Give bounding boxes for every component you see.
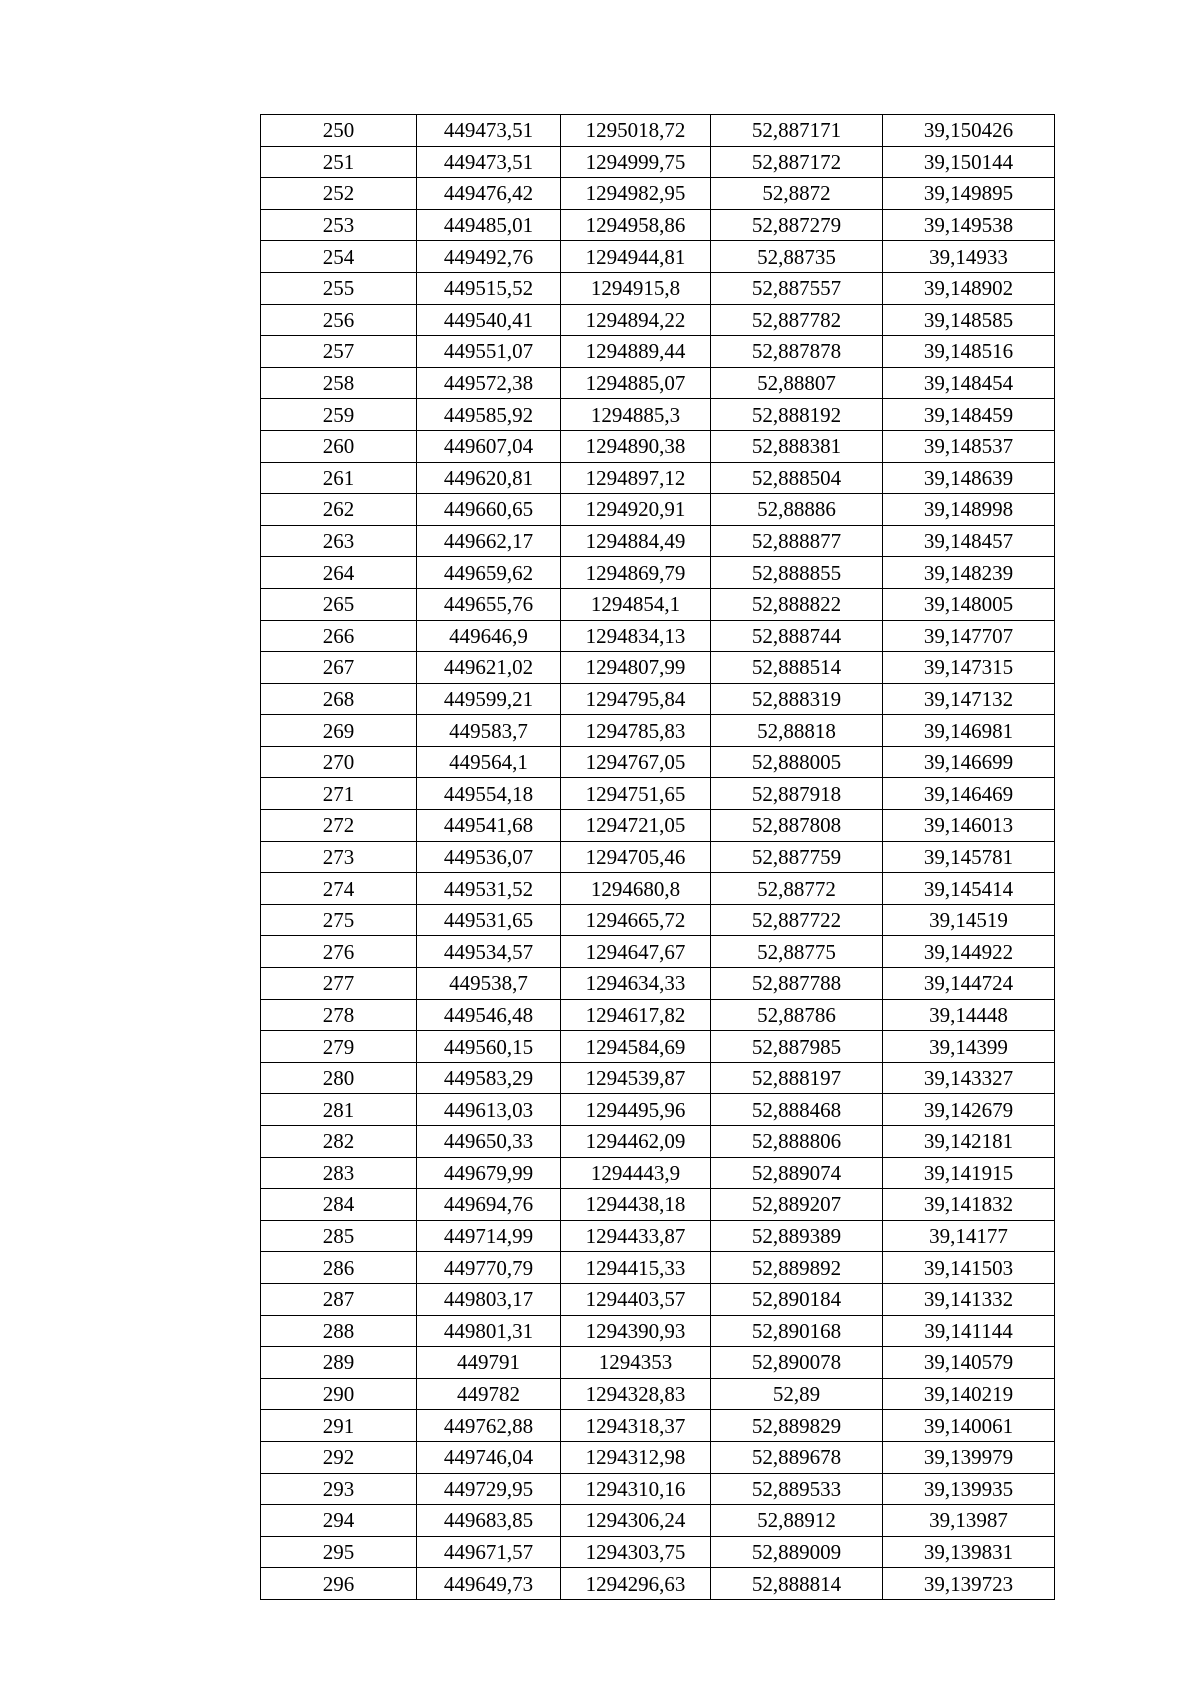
longitude-cell: 39,14933 bbox=[883, 241, 1055, 273]
table-row bbox=[261, 1252, 1055, 1284]
table-row bbox=[261, 367, 1055, 399]
point-number-cell: 287 bbox=[261, 1283, 417, 1315]
latitude-cell: 52,889678 bbox=[711, 1441, 883, 1473]
point-number-cell: 265 bbox=[261, 588, 417, 620]
latitude-cell: 52,887878 bbox=[711, 336, 883, 368]
latitude-cell: 52,889207 bbox=[711, 1189, 883, 1221]
point-number-cell: 250 bbox=[261, 115, 417, 147]
x-coordinate-cell: 449782 bbox=[417, 1378, 561, 1410]
y-coordinate-cell: 1294415,33 bbox=[561, 1252, 711, 1284]
table-row bbox=[261, 1315, 1055, 1347]
longitude-cell: 39,147132 bbox=[883, 683, 1055, 715]
point-number-cell: 264 bbox=[261, 557, 417, 589]
table-row bbox=[261, 746, 1055, 778]
x-coordinate-cell: 449607,04 bbox=[417, 430, 561, 462]
longitude-cell: 39,150144 bbox=[883, 146, 1055, 178]
x-coordinate-cell: 449621,02 bbox=[417, 652, 561, 684]
point-number-cell: 289 bbox=[261, 1347, 417, 1379]
point-number-cell: 282 bbox=[261, 1126, 417, 1158]
point-number-cell: 259 bbox=[261, 399, 417, 431]
table-row bbox=[261, 588, 1055, 620]
y-coordinate-cell: 1294999,75 bbox=[561, 146, 711, 178]
latitude-cell: 52,887172 bbox=[711, 146, 883, 178]
latitude-cell: 52,890078 bbox=[711, 1347, 883, 1379]
y-coordinate-cell: 1294915,8 bbox=[561, 272, 711, 304]
point-number-cell: 272 bbox=[261, 810, 417, 842]
y-coordinate-cell: 1294665,72 bbox=[561, 904, 711, 936]
latitude-cell: 52,88775 bbox=[711, 936, 883, 968]
latitude-cell: 52,88818 bbox=[711, 715, 883, 747]
point-number-cell: 293 bbox=[261, 1473, 417, 1505]
point-number-cell: 277 bbox=[261, 968, 417, 1000]
point-number-cell: 286 bbox=[261, 1252, 417, 1284]
x-coordinate-cell: 449473,51 bbox=[417, 115, 561, 147]
point-number-cell: 290 bbox=[261, 1378, 417, 1410]
y-coordinate-cell: 1294539,87 bbox=[561, 1062, 711, 1094]
longitude-cell: 39,148585 bbox=[883, 304, 1055, 336]
x-coordinate-cell: 449515,52 bbox=[417, 272, 561, 304]
table-row bbox=[261, 1094, 1055, 1126]
latitude-cell: 52,887782 bbox=[711, 304, 883, 336]
latitude-cell: 52,889829 bbox=[711, 1410, 883, 1442]
longitude-cell: 39,146699 bbox=[883, 746, 1055, 778]
latitude-cell: 52,888806 bbox=[711, 1126, 883, 1158]
latitude-cell: 52,888381 bbox=[711, 430, 883, 462]
point-number-cell: 295 bbox=[261, 1536, 417, 1568]
table-row bbox=[261, 1157, 1055, 1189]
x-coordinate-cell: 449585,92 bbox=[417, 399, 561, 431]
latitude-cell: 52,887722 bbox=[711, 904, 883, 936]
x-coordinate-cell: 449659,62 bbox=[417, 557, 561, 589]
y-coordinate-cell: 1294894,22 bbox=[561, 304, 711, 336]
longitude-cell: 39,145414 bbox=[883, 873, 1055, 905]
point-number-cell: 296 bbox=[261, 1568, 417, 1600]
x-coordinate-cell: 449679,99 bbox=[417, 1157, 561, 1189]
x-coordinate-cell: 449729,95 bbox=[417, 1473, 561, 1505]
point-number-cell: 257 bbox=[261, 336, 417, 368]
table-row bbox=[261, 778, 1055, 810]
longitude-cell: 39,142679 bbox=[883, 1094, 1055, 1126]
coordinates-table bbox=[260, 114, 1055, 1600]
table-row bbox=[261, 1126, 1055, 1158]
y-coordinate-cell: 1294890,38 bbox=[561, 430, 711, 462]
x-coordinate-cell: 449620,81 bbox=[417, 462, 561, 494]
point-number-cell: 269 bbox=[261, 715, 417, 747]
latitude-cell: 52,889009 bbox=[711, 1536, 883, 1568]
point-number-cell: 280 bbox=[261, 1062, 417, 1094]
y-coordinate-cell: 1294634,33 bbox=[561, 968, 711, 1000]
y-coordinate-cell: 1294438,18 bbox=[561, 1189, 711, 1221]
point-number-cell: 267 bbox=[261, 652, 417, 684]
y-coordinate-cell: 1294403,57 bbox=[561, 1283, 711, 1315]
y-coordinate-cell: 1294680,8 bbox=[561, 873, 711, 905]
table-row bbox=[261, 399, 1055, 431]
y-coordinate-cell: 1294390,93 bbox=[561, 1315, 711, 1347]
longitude-cell: 39,145781 bbox=[883, 841, 1055, 873]
table-row bbox=[261, 115, 1055, 147]
x-coordinate-cell: 449541,68 bbox=[417, 810, 561, 842]
point-number-cell: 258 bbox=[261, 367, 417, 399]
longitude-cell: 39,144922 bbox=[883, 936, 1055, 968]
table-row bbox=[261, 810, 1055, 842]
y-coordinate-cell: 1294889,44 bbox=[561, 336, 711, 368]
y-coordinate-cell: 1294885,3 bbox=[561, 399, 711, 431]
y-coordinate-cell: 1294807,99 bbox=[561, 652, 711, 684]
point-number-cell: 263 bbox=[261, 525, 417, 557]
longitude-cell: 39,148639 bbox=[883, 462, 1055, 494]
y-coordinate-cell: 1294462,09 bbox=[561, 1126, 711, 1158]
y-coordinate-cell: 1294584,69 bbox=[561, 1031, 711, 1063]
x-coordinate-cell: 449536,07 bbox=[417, 841, 561, 873]
point-number-cell: 278 bbox=[261, 999, 417, 1031]
point-number-cell: 266 bbox=[261, 620, 417, 652]
table-row bbox=[261, 968, 1055, 1000]
point-number-cell: 268 bbox=[261, 683, 417, 715]
latitude-cell: 52,889533 bbox=[711, 1473, 883, 1505]
table-row bbox=[261, 241, 1055, 273]
x-coordinate-cell: 449534,57 bbox=[417, 936, 561, 968]
x-coordinate-cell: 449770,79 bbox=[417, 1252, 561, 1284]
table-row bbox=[261, 1410, 1055, 1442]
point-number-cell: 283 bbox=[261, 1157, 417, 1189]
latitude-cell: 52,89 bbox=[711, 1378, 883, 1410]
point-number-cell: 285 bbox=[261, 1220, 417, 1252]
longitude-cell: 39,141832 bbox=[883, 1189, 1055, 1221]
longitude-cell: 39,141915 bbox=[883, 1157, 1055, 1189]
x-coordinate-cell: 449572,38 bbox=[417, 367, 561, 399]
longitude-cell: 39,148239 bbox=[883, 557, 1055, 589]
latitude-cell: 52,889892 bbox=[711, 1252, 883, 1284]
y-coordinate-cell: 1294705,46 bbox=[561, 841, 711, 873]
y-coordinate-cell: 1294785,83 bbox=[561, 715, 711, 747]
y-coordinate-cell: 1294869,79 bbox=[561, 557, 711, 589]
table-row bbox=[261, 557, 1055, 589]
point-number-cell: 288 bbox=[261, 1315, 417, 1347]
longitude-cell: 39,148516 bbox=[883, 336, 1055, 368]
y-coordinate-cell: 1294721,05 bbox=[561, 810, 711, 842]
x-coordinate-cell: 449660,65 bbox=[417, 494, 561, 526]
y-coordinate-cell: 1294751,65 bbox=[561, 778, 711, 810]
longitude-cell: 39,146013 bbox=[883, 810, 1055, 842]
point-number-cell: 276 bbox=[261, 936, 417, 968]
y-coordinate-cell: 1294617,82 bbox=[561, 999, 711, 1031]
table-row bbox=[261, 1062, 1055, 1094]
point-number-cell: 275 bbox=[261, 904, 417, 936]
x-coordinate-cell: 449791 bbox=[417, 1347, 561, 1379]
longitude-cell: 39,148457 bbox=[883, 525, 1055, 557]
longitude-cell: 39,139723 bbox=[883, 1568, 1055, 1600]
latitude-cell: 52,88772 bbox=[711, 873, 883, 905]
latitude-cell: 52,888514 bbox=[711, 652, 883, 684]
point-number-cell: 255 bbox=[261, 272, 417, 304]
latitude-cell: 52,888744 bbox=[711, 620, 883, 652]
latitude-cell: 52,88786 bbox=[711, 999, 883, 1031]
table-row bbox=[261, 1441, 1055, 1473]
longitude-cell: 39,149538 bbox=[883, 209, 1055, 241]
longitude-cell: 39,148005 bbox=[883, 588, 1055, 620]
latitude-cell: 52,889074 bbox=[711, 1157, 883, 1189]
point-number-cell: 254 bbox=[261, 241, 417, 273]
y-coordinate-cell: 1295018,72 bbox=[561, 115, 711, 147]
longitude-cell: 39,146469 bbox=[883, 778, 1055, 810]
coordinates-table-body bbox=[261, 115, 1055, 1600]
table-row bbox=[261, 272, 1055, 304]
longitude-cell: 39,139935 bbox=[883, 1473, 1055, 1505]
x-coordinate-cell: 449599,21 bbox=[417, 683, 561, 715]
table-row bbox=[261, 336, 1055, 368]
x-coordinate-cell: 449803,17 bbox=[417, 1283, 561, 1315]
table-row bbox=[261, 525, 1055, 557]
latitude-cell: 52,887557 bbox=[711, 272, 883, 304]
x-coordinate-cell: 449583,7 bbox=[417, 715, 561, 747]
y-coordinate-cell: 1294897,12 bbox=[561, 462, 711, 494]
longitude-cell: 39,146981 bbox=[883, 715, 1055, 747]
latitude-cell: 52,887918 bbox=[711, 778, 883, 810]
table-row bbox=[261, 1347, 1055, 1379]
x-coordinate-cell: 449613,03 bbox=[417, 1094, 561, 1126]
longitude-cell: 39,147707 bbox=[883, 620, 1055, 652]
latitude-cell: 52,887171 bbox=[711, 115, 883, 147]
longitude-cell: 39,148998 bbox=[883, 494, 1055, 526]
table-row bbox=[261, 1220, 1055, 1252]
y-coordinate-cell: 1294433,87 bbox=[561, 1220, 711, 1252]
y-coordinate-cell: 1294306,24 bbox=[561, 1505, 711, 1537]
latitude-cell: 52,887985 bbox=[711, 1031, 883, 1063]
latitude-cell: 52,890184 bbox=[711, 1283, 883, 1315]
y-coordinate-cell: 1294885,07 bbox=[561, 367, 711, 399]
table-row bbox=[261, 1568, 1055, 1600]
x-coordinate-cell: 449564,1 bbox=[417, 746, 561, 778]
table-row bbox=[261, 462, 1055, 494]
point-number-cell: 292 bbox=[261, 1441, 417, 1473]
longitude-cell: 39,143327 bbox=[883, 1062, 1055, 1094]
table-row bbox=[261, 1283, 1055, 1315]
x-coordinate-cell: 449746,04 bbox=[417, 1441, 561, 1473]
latitude-cell: 52,8872 bbox=[711, 178, 883, 210]
point-number-cell: 256 bbox=[261, 304, 417, 336]
table-row bbox=[261, 1378, 1055, 1410]
table-row bbox=[261, 209, 1055, 241]
point-number-cell: 262 bbox=[261, 494, 417, 526]
latitude-cell: 52,888877 bbox=[711, 525, 883, 557]
x-coordinate-cell: 449531,52 bbox=[417, 873, 561, 905]
longitude-cell: 39,140219 bbox=[883, 1378, 1055, 1410]
x-coordinate-cell: 449714,99 bbox=[417, 1220, 561, 1252]
longitude-cell: 39,148537 bbox=[883, 430, 1055, 462]
table-row bbox=[261, 1189, 1055, 1221]
longitude-cell: 39,139831 bbox=[883, 1536, 1055, 1568]
latitude-cell: 52,88735 bbox=[711, 241, 883, 273]
table-row bbox=[261, 936, 1055, 968]
x-coordinate-cell: 449485,01 bbox=[417, 209, 561, 241]
latitude-cell: 52,888855 bbox=[711, 557, 883, 589]
latitude-cell: 52,88886 bbox=[711, 494, 883, 526]
point-number-cell: 251 bbox=[261, 146, 417, 178]
y-coordinate-cell: 1294944,81 bbox=[561, 241, 711, 273]
longitude-cell: 39,142181 bbox=[883, 1126, 1055, 1158]
y-coordinate-cell: 1294303,75 bbox=[561, 1536, 711, 1568]
y-coordinate-cell: 1294767,05 bbox=[561, 746, 711, 778]
x-coordinate-cell: 449546,48 bbox=[417, 999, 561, 1031]
x-coordinate-cell: 449554,18 bbox=[417, 778, 561, 810]
point-number-cell: 281 bbox=[261, 1094, 417, 1126]
longitude-cell: 39,14448 bbox=[883, 999, 1055, 1031]
table-row bbox=[261, 1505, 1055, 1537]
latitude-cell: 52,887759 bbox=[711, 841, 883, 873]
latitude-cell: 52,889389 bbox=[711, 1220, 883, 1252]
table-row bbox=[261, 1473, 1055, 1505]
longitude-cell: 39,140061 bbox=[883, 1410, 1055, 1442]
latitude-cell: 52,888005 bbox=[711, 746, 883, 778]
y-coordinate-cell: 1294884,49 bbox=[561, 525, 711, 557]
x-coordinate-cell: 449671,57 bbox=[417, 1536, 561, 1568]
point-number-cell: 294 bbox=[261, 1505, 417, 1537]
longitude-cell: 39,148454 bbox=[883, 367, 1055, 399]
latitude-cell: 52,890168 bbox=[711, 1315, 883, 1347]
x-coordinate-cell: 449551,07 bbox=[417, 336, 561, 368]
point-number-cell: 273 bbox=[261, 841, 417, 873]
point-number-cell: 270 bbox=[261, 746, 417, 778]
table-row bbox=[261, 178, 1055, 210]
table-row bbox=[261, 620, 1055, 652]
longitude-cell: 39,141332 bbox=[883, 1283, 1055, 1315]
y-coordinate-cell: 1294834,13 bbox=[561, 620, 711, 652]
table-row bbox=[261, 841, 1055, 873]
table-row bbox=[261, 683, 1055, 715]
table-row bbox=[261, 999, 1055, 1031]
x-coordinate-cell: 449694,76 bbox=[417, 1189, 561, 1221]
longitude-cell: 39,14519 bbox=[883, 904, 1055, 936]
y-coordinate-cell: 1294318,37 bbox=[561, 1410, 711, 1442]
table-row bbox=[261, 494, 1055, 526]
point-number-cell: 279 bbox=[261, 1031, 417, 1063]
y-coordinate-cell: 1294958,86 bbox=[561, 209, 711, 241]
latitude-cell: 52,88912 bbox=[711, 1505, 883, 1537]
table-row bbox=[261, 304, 1055, 336]
point-number-cell: 284 bbox=[261, 1189, 417, 1221]
y-coordinate-cell: 1294312,98 bbox=[561, 1441, 711, 1473]
longitude-cell: 39,147315 bbox=[883, 652, 1055, 684]
x-coordinate-cell: 449583,29 bbox=[417, 1062, 561, 1094]
latitude-cell: 52,888504 bbox=[711, 462, 883, 494]
latitude-cell: 52,88807 bbox=[711, 367, 883, 399]
longitude-cell: 39,148459 bbox=[883, 399, 1055, 431]
x-coordinate-cell: 449662,17 bbox=[417, 525, 561, 557]
latitude-cell: 52,888814 bbox=[711, 1568, 883, 1600]
y-coordinate-cell: 1294328,83 bbox=[561, 1378, 711, 1410]
table-row bbox=[261, 652, 1055, 684]
table-row bbox=[261, 873, 1055, 905]
y-coordinate-cell: 1294920,91 bbox=[561, 494, 711, 526]
x-coordinate-cell: 449683,85 bbox=[417, 1505, 561, 1537]
x-coordinate-cell: 449531,65 bbox=[417, 904, 561, 936]
table-row bbox=[261, 146, 1055, 178]
y-coordinate-cell: 1294854,1 bbox=[561, 588, 711, 620]
table-row bbox=[261, 904, 1055, 936]
latitude-cell: 52,888468 bbox=[711, 1094, 883, 1126]
point-number-cell: 291 bbox=[261, 1410, 417, 1442]
longitude-cell: 39,14177 bbox=[883, 1220, 1055, 1252]
latitude-cell: 52,888822 bbox=[711, 588, 883, 620]
longitude-cell: 39,149895 bbox=[883, 178, 1055, 210]
longitude-cell: 39,13987 bbox=[883, 1505, 1055, 1537]
x-coordinate-cell: 449540,41 bbox=[417, 304, 561, 336]
latitude-cell: 52,888319 bbox=[711, 683, 883, 715]
x-coordinate-cell: 449650,33 bbox=[417, 1126, 561, 1158]
point-number-cell: 274 bbox=[261, 873, 417, 905]
longitude-cell: 39,148902 bbox=[883, 272, 1055, 304]
table-row bbox=[261, 430, 1055, 462]
x-coordinate-cell: 449538,7 bbox=[417, 968, 561, 1000]
x-coordinate-cell: 449492,76 bbox=[417, 241, 561, 273]
x-coordinate-cell: 449655,76 bbox=[417, 588, 561, 620]
longitude-cell: 39,139979 bbox=[883, 1441, 1055, 1473]
point-number-cell: 253 bbox=[261, 209, 417, 241]
x-coordinate-cell: 449473,51 bbox=[417, 146, 561, 178]
longitude-cell: 39,14399 bbox=[883, 1031, 1055, 1063]
table-row bbox=[261, 1031, 1055, 1063]
point-number-cell: 271 bbox=[261, 778, 417, 810]
point-number-cell: 252 bbox=[261, 178, 417, 210]
longitude-cell: 39,140579 bbox=[883, 1347, 1055, 1379]
x-coordinate-cell: 449476,42 bbox=[417, 178, 561, 210]
y-coordinate-cell: 1294310,16 bbox=[561, 1473, 711, 1505]
x-coordinate-cell: 449801,31 bbox=[417, 1315, 561, 1347]
point-number-cell: 261 bbox=[261, 462, 417, 494]
x-coordinate-cell: 449762,88 bbox=[417, 1410, 561, 1442]
y-coordinate-cell: 1294353 bbox=[561, 1347, 711, 1379]
x-coordinate-cell: 449560,15 bbox=[417, 1031, 561, 1063]
y-coordinate-cell: 1294443,9 bbox=[561, 1157, 711, 1189]
table-row bbox=[261, 1536, 1055, 1568]
x-coordinate-cell: 449646,9 bbox=[417, 620, 561, 652]
longitude-cell: 39,144724 bbox=[883, 968, 1055, 1000]
y-coordinate-cell: 1294795,84 bbox=[561, 683, 711, 715]
latitude-cell: 52,888192 bbox=[711, 399, 883, 431]
point-number-cell: 260 bbox=[261, 430, 417, 462]
longitude-cell: 39,141144 bbox=[883, 1315, 1055, 1347]
x-coordinate-cell: 449649,73 bbox=[417, 1568, 561, 1600]
y-coordinate-cell: 1294296,63 bbox=[561, 1568, 711, 1600]
latitude-cell: 52,887279 bbox=[711, 209, 883, 241]
longitude-cell: 39,150426 bbox=[883, 115, 1055, 147]
y-coordinate-cell: 1294982,95 bbox=[561, 178, 711, 210]
latitude-cell: 52,888197 bbox=[711, 1062, 883, 1094]
longitude-cell: 39,141503 bbox=[883, 1252, 1055, 1284]
latitude-cell: 52,887808 bbox=[711, 810, 883, 842]
y-coordinate-cell: 1294495,96 bbox=[561, 1094, 711, 1126]
y-coordinate-cell: 1294647,67 bbox=[561, 936, 711, 968]
table-row bbox=[261, 715, 1055, 747]
latitude-cell: 52,887788 bbox=[711, 968, 883, 1000]
